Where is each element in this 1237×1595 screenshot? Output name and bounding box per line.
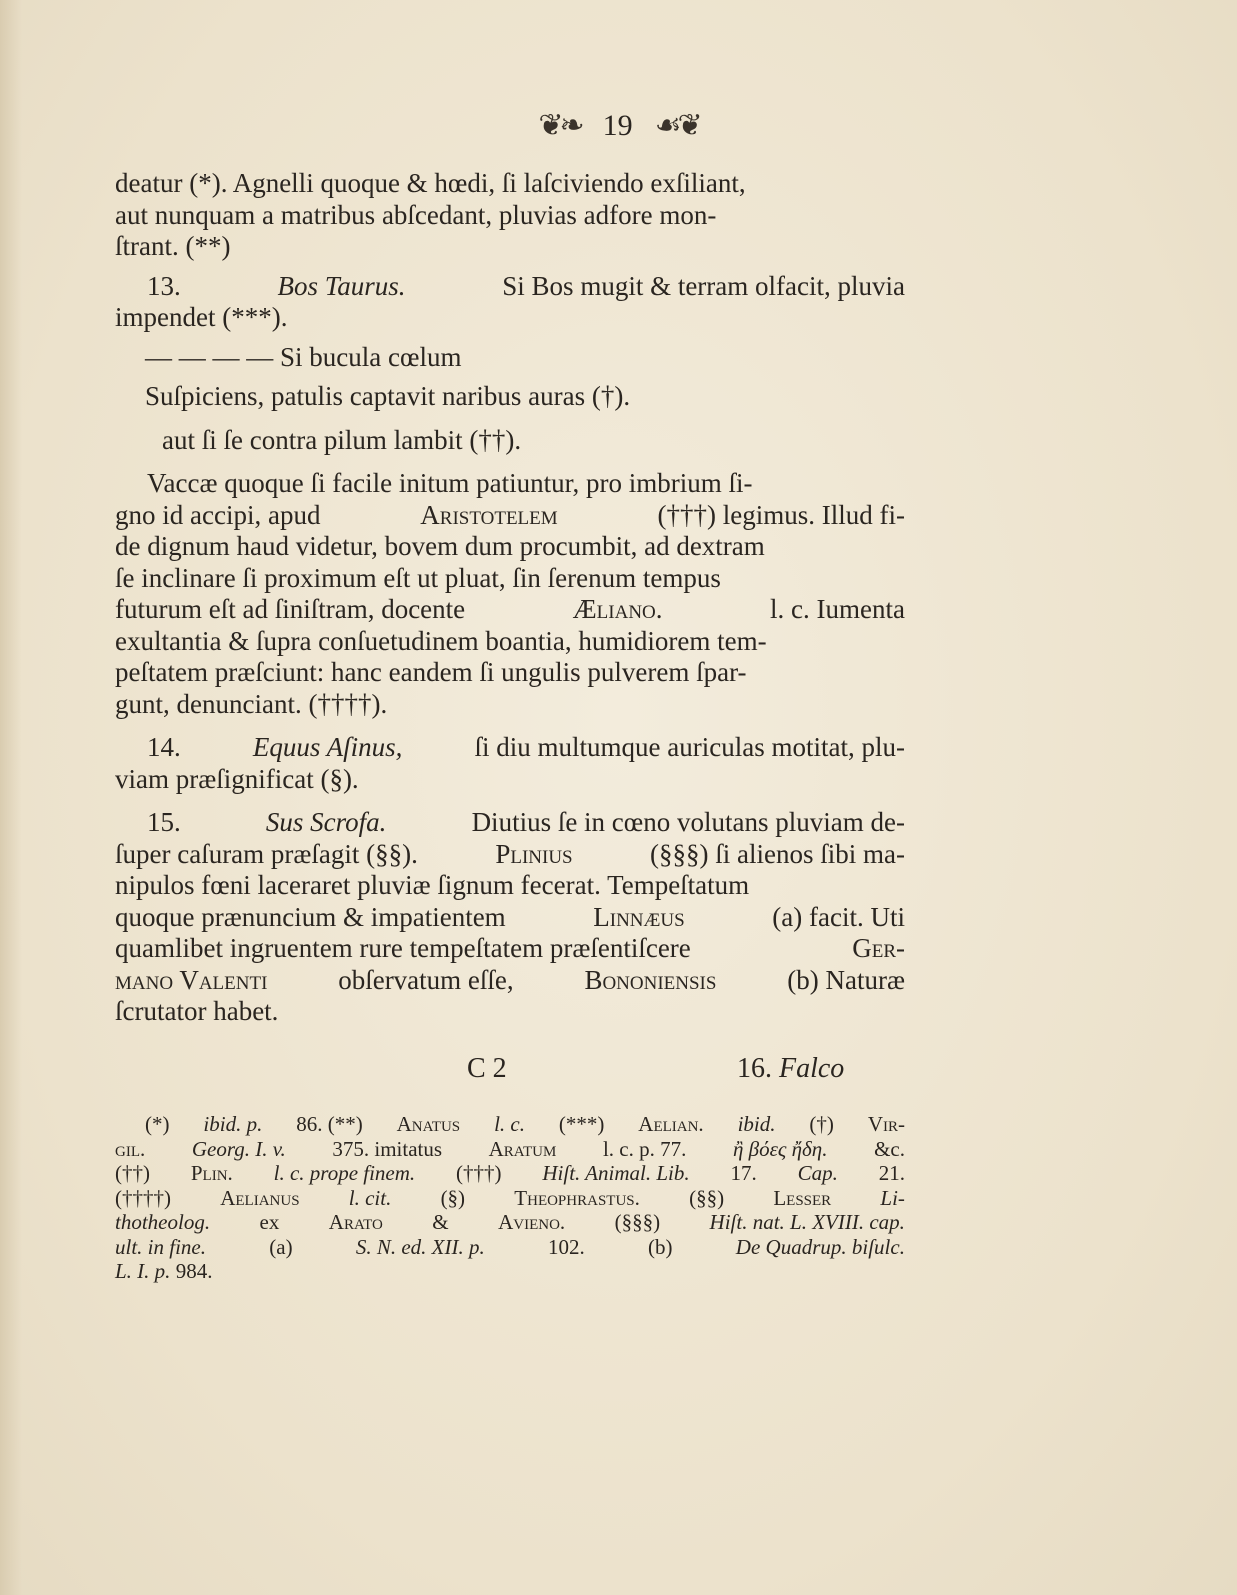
note-author: Aelian.	[638, 1112, 704, 1136]
text-fragment: obſervatum eſſe,	[338, 964, 514, 995]
note-fragment: L. I. p.	[115, 1259, 171, 1283]
note-author: Arato	[328, 1210, 383, 1234]
footnote-line	[115, 1186, 905, 1211]
section-14-heading	[115, 732, 905, 764]
note-fragment: Hiſt. Animal. Lib.	[542, 1161, 690, 1185]
verse-line: Suſpiciens, patulis captavit naribus auras (†).	[145, 381, 631, 411]
note-fragment: 86. (**)	[296, 1112, 363, 1136]
note-fragment: (§§§)	[614, 1210, 661, 1234]
note-fragment: 984.	[175, 1259, 213, 1283]
note-fragment: &	[432, 1210, 449, 1234]
author-name: Linnæus	[593, 901, 685, 932]
text-line: peſtatem præſciunt: hanc eandem ſi ungulis pulverem ſpar-	[115, 657, 747, 687]
text-fragment: Si Bos mugit & terram olfacit, pluvia	[502, 270, 905, 301]
author-name: Aristotelem	[420, 499, 558, 530]
text-line: aut nunquam a matribus abſcedant, pluvias adfore mon-	[115, 199, 717, 230]
author-name: Ger-	[852, 933, 905, 963]
text-fragment: (§§§) ſi alienos ſibi ma-	[650, 838, 905, 869]
text-line: exultantia & ſupra conſuetudinem boantia, humidiorem tem-	[115, 625, 767, 656]
note-fragment: Cap.	[797, 1161, 838, 1185]
note-fragment: (***)	[558, 1112, 605, 1136]
note-fragment: (*)	[145, 1112, 170, 1136]
text-line	[115, 965, 905, 997]
page-foot	[115, 1053, 875, 1087]
note-fragment: 17.	[730, 1161, 757, 1185]
page-number: 19	[602, 108, 633, 142]
section-number: 13.	[147, 270, 181, 301]
note-fragment: (†††)	[456, 1161, 502, 1185]
catchword-text: Falco	[779, 1053, 845, 1084]
text-line: aut ſi ſe contra pilum lambit (††).	[162, 424, 522, 455]
species-name: Equus Aſinus,	[252, 732, 403, 762]
note-fragment: 375. imitatus	[332, 1136, 443, 1161]
note-author: Theophrastus.	[514, 1185, 640, 1210]
note-fragment: (††)	[115, 1161, 150, 1185]
text-fragment: ſi diu multumque auriculas motitat, plu-	[474, 732, 905, 762]
text-fragment: ſuper caſuram præſagit (§§).	[115, 838, 418, 869]
catchword	[737, 1053, 844, 1085]
text-line	[115, 902, 905, 934]
author-name: Æliano.	[572, 594, 663, 624]
note-author: Aratum	[488, 1136, 557, 1161]
note-fragment: (†)	[809, 1112, 834, 1136]
text-fragment: quamlibet ingruentem rure tempeſtatem præſentiſcere	[115, 933, 691, 963]
note-fragment: l. c. prope finem.	[273, 1161, 416, 1185]
note-fragment: (§)	[440, 1185, 466, 1210]
note-author: Avieno.	[498, 1210, 566, 1234]
text-fragment: quoque prænuncium & impatientem	[115, 901, 506, 932]
text-fragment: Diutius ſe in cœno volutans pluviam de-	[471, 807, 905, 837]
main-text	[115, 168, 905, 1028]
author-name: mano Valenti	[115, 964, 268, 995]
note-fragment: l. c. p. 77.	[602, 1136, 687, 1161]
greek-quote: ἢ βόες ἤδη.	[732, 1136, 828, 1161]
note-author: Aelianus	[220, 1185, 300, 1210]
page-header	[0, 108, 1237, 143]
note-fragment: (a)	[269, 1234, 293, 1259]
note-fragment: 21.	[878, 1161, 905, 1185]
note-author: Anatus	[396, 1112, 461, 1136]
text-line: ſcrutator habet.	[115, 996, 279, 1026]
note-fragment: Hiſt. nat. L. XVIII. cap.	[709, 1210, 905, 1234]
text-fragment: (†††) legimus. Illud fi-	[657, 499, 905, 530]
verse-line: — — — — Si bucula cœlum	[145, 341, 462, 372]
footnote-line	[115, 1210, 905, 1235]
text-line: de dignum haud videtur, bovem dum procumbit, ad dextram	[115, 531, 765, 561]
section-number: 14.	[147, 732, 181, 762]
author-name: Plinius	[495, 838, 573, 869]
note-fragment: l. cit.	[348, 1185, 392, 1210]
footnote-line	[115, 1137, 905, 1162]
text-fragment: (a) facit. Uti	[772, 901, 905, 932]
note-author: Plin.	[190, 1161, 233, 1185]
footnotes	[115, 1112, 905, 1284]
text-fragment: gno id accipi, apud	[115, 499, 321, 530]
note-fragment: ibid.	[737, 1112, 776, 1136]
note-fragment: ibid. p.	[203, 1112, 263, 1136]
catchword-number: 16.	[737, 1053, 772, 1084]
note-fragment: l. c.	[494, 1112, 525, 1136]
text-line	[115, 933, 905, 965]
note-author: Vir-	[867, 1112, 905, 1136]
note-fragment: De Quadrup. biſulc.	[735, 1234, 905, 1259]
text-line: nipulos fœni laceraret pluviæ ſignum fecerat. Tempeſtatum	[115, 870, 750, 900]
note-fragment: ex	[259, 1210, 280, 1234]
text-line: viam præſignificat (§).	[115, 763, 359, 794]
text-fragment: l. c. Iumenta	[770, 594, 905, 624]
note-author: gil.	[115, 1136, 146, 1161]
footnote-line	[115, 1112, 905, 1137]
note-fragment: (††††)	[115, 1185, 171, 1210]
text-fragment: (b) Naturæ	[787, 964, 905, 995]
section-13-heading	[115, 271, 905, 303]
section-number: 15.	[147, 807, 181, 837]
text-line: ſtrant. (**)	[115, 231, 231, 261]
text-line: impendet (***).	[115, 302, 288, 332]
text-line: Vaccæ quoque ſi facile initum patiuntur, pro imbrium ſi-	[147, 468, 753, 498]
text-line: ſe inclinare ſi proximum eſt ut pluat, ſin ſerenum tempus	[115, 562, 721, 593]
section-15-heading	[115, 807, 905, 839]
note-fragment: S. N. ed. XII. p.	[355, 1234, 485, 1259]
right-ornament-icon: ☙❦	[654, 109, 699, 142]
note-fragment: 102.	[548, 1234, 585, 1259]
text-line: deatur (*). Agnelli quoque & hœdi, ſi laſciviendo exſiliant,	[115, 168, 746, 198]
species-name: Sus Scrofa.	[265, 807, 387, 837]
note-fragment: Li-	[880, 1185, 905, 1210]
note-fragment: &c.	[874, 1136, 905, 1161]
binding-shadow	[0, 0, 22, 1595]
left-ornament-icon: ❦❧	[538, 109, 581, 142]
text-line: gunt, denunciant. (††††).	[115, 688, 388, 719]
text-line	[115, 839, 905, 871]
note-fragment: (b)	[648, 1234, 673, 1259]
footnote-line	[115, 1161, 905, 1186]
note-fragment: ult. in fine.	[115, 1234, 206, 1259]
text-line	[115, 594, 905, 626]
note-fragment: thotheolog.	[115, 1210, 211, 1234]
text-line	[115, 500, 905, 532]
note-fragment: Georg. I. v.	[191, 1136, 286, 1161]
species-name: Bos Taurus.	[277, 270, 406, 301]
note-author: Lesser	[773, 1185, 832, 1210]
text-fragment: futurum eſt ad ſiniſtram, docente	[115, 594, 466, 624]
footnote-line	[115, 1259, 905, 1284]
note-fragment: (§§)	[689, 1185, 725, 1210]
footnote-line	[115, 1235, 905, 1260]
author-name: Bononiensis	[584, 964, 717, 995]
signature-mark: C 2	[467, 1053, 507, 1084]
